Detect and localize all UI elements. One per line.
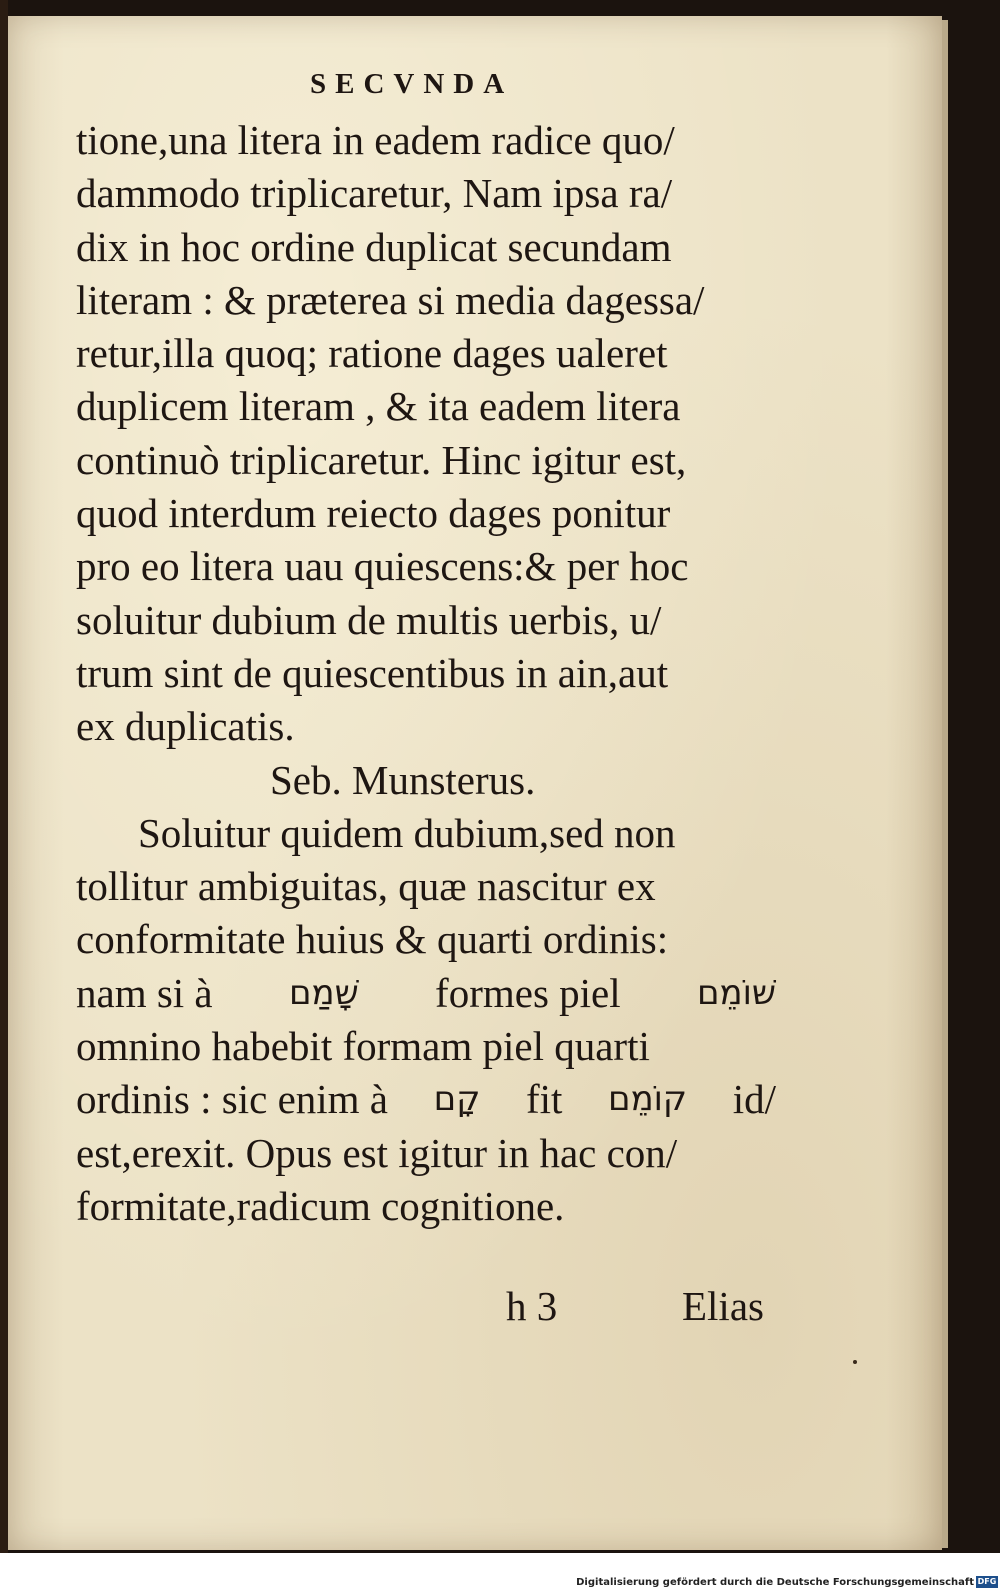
catchword: Elias — [682, 1283, 764, 1329]
text-segment: conformitate huius & quarti ordinis: — [76, 916, 669, 963]
heading-text: Seb. Munsterus. — [270, 756, 536, 803]
scan-border — [0, 0, 8, 1591]
text-segment: omnino habebit formam piel quarti — [76, 1023, 650, 1070]
text-line — [76, 700, 776, 753]
text-line — [76, 221, 776, 274]
text-line — [76, 167, 776, 220]
text-segment: pro eo litera uau quiescens:& per hoc — [76, 543, 689, 590]
body-text — [76, 114, 776, 1233]
text-segment: tione,una litera in eadem radice quo/ — [76, 117, 675, 163]
text-line — [76, 380, 776, 433]
text-segment: tollitur ambiguitas, quæ nascitur ex — [76, 863, 656, 910]
hebrew-word: קָם — [433, 1079, 481, 1120]
text-line — [76, 807, 776, 860]
text-segment: formitate,radicum cognitione. — [76, 1182, 565, 1229]
dfg-logo: DFG — [977, 1577, 997, 1586]
text-segment: est,erexit. Opus est igitur in hac con/ — [76, 1129, 678, 1176]
hebrew-word: קוֹמֵם — [608, 1079, 688, 1120]
text-segment: ex duplicatis. — [76, 703, 295, 750]
text-line — [76, 1020, 776, 1073]
section-heading — [76, 754, 776, 807]
text-line — [76, 327, 776, 380]
text-segment: quod interdum reiecto dages ponitur — [76, 490, 671, 537]
text-segment: formes piel — [435, 969, 621, 1016]
text-line — [76, 967, 776, 1020]
text-segment: id/ — [732, 1076, 776, 1123]
signature-mark: h 3 — [506, 1283, 558, 1329]
text-line — [76, 540, 776, 593]
text-line — [76, 434, 776, 487]
text-line — [76, 1127, 776, 1180]
text-line — [76, 1180, 776, 1233]
text-segment: ordinis : sic enim à — [76, 1076, 389, 1123]
hebrew-word: שׁוֹמֵם — [696, 972, 776, 1013]
text-line — [76, 274, 776, 327]
text-line — [76, 594, 776, 647]
text-segment: literam : & præterea si media dagessa/ — [76, 276, 705, 323]
text-segment: continuò triplicaretur. Hinc igitur est, — [76, 436, 687, 483]
hebrew-word: שָׁמַם — [288, 972, 359, 1013]
text-line — [76, 114, 776, 167]
text-line — [76, 1073, 776, 1126]
text-line — [76, 487, 776, 540]
ink-speck — [853, 1360, 857, 1364]
text-segment: duplicem literam , & ita eadem litera — [76, 383, 681, 430]
text-line — [76, 860, 776, 913]
text-segment: Soluitur quidem dubium,sed non — [138, 809, 676, 856]
text-segment: dix in hoc ordine duplicat secundam — [76, 223, 672, 270]
text-segment: nam si à — [76, 969, 213, 1016]
funding-credit: Digitalisierung gefördert durch die Deutsche Forschungsgemeinschaft — [576, 1577, 974, 1588]
text-segment: dammodo triplicaretur, Nam ipsa ra/ — [76, 170, 673, 217]
page-edge — [942, 20, 948, 1548]
text-segment: trum sint de quiescentibus in ain,aut — [76, 649, 669, 696]
running-head: SECVNDA — [310, 68, 514, 100]
text-line — [76, 913, 776, 966]
text-segment: retur,illa quoq; ratione dages ualeret — [76, 330, 668, 377]
text-segment: soluitur dubium de multis uerbis, u/ — [76, 596, 662, 643]
text-segment: fit — [525, 1076, 563, 1123]
text-line — [76, 647, 776, 700]
